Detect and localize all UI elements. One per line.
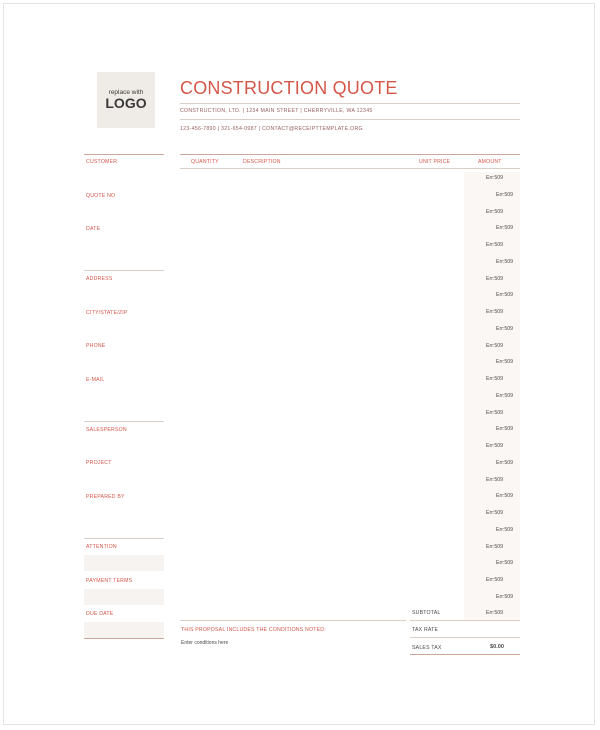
table-top-divider	[180, 154, 520, 155]
proposal-conditions-heading: THIS PROPOSAL INCLUDES THE CONDITIONS NOTED:	[181, 627, 326, 633]
amount-cell: Err:509	[486, 175, 504, 181]
header-divider-2	[180, 119, 520, 120]
amount-cell: Err:509	[486, 242, 504, 248]
amount-cell: Err:509	[496, 292, 514, 299]
col-amount: AMOUNT	[478, 159, 502, 165]
amount-cell: Err:509	[496, 359, 514, 366]
amount-cell: Err:509	[486, 409, 504, 416]
notes-divider	[180, 620, 406, 621]
subtotal-label: SUBTOTAL	[412, 610, 441, 616]
left-divider-top	[84, 154, 164, 155]
col-quantity: QUANTITY	[191, 159, 219, 165]
field-prepared-by: PREPARED BY	[86, 494, 125, 500]
conditions-text[interactable]: Enter conditions here	[181, 640, 229, 646]
amount-cell: Err:509	[486, 476, 504, 483]
field-payment-terms: PAYMENT TERMS	[86, 578, 133, 584]
summary-divider-1	[410, 620, 520, 621]
field-address: ADDRESS	[86, 276, 113, 282]
field-due-date: DUE DATE	[86, 611, 114, 617]
amount-cell: Err:509	[486, 309, 504, 315]
field-date: DATE	[86, 226, 101, 232]
field-customer: CUSTOMER	[86, 159, 118, 165]
amount-cell: Err:509	[486, 510, 504, 516]
sales-tax-value: $0.00	[490, 644, 504, 650]
amount-cell: Err:509	[486, 577, 504, 583]
company-address-line: CONSTRUCTION, LTD. | 1234 MAIN STREET | CHERRYVILLE, WA 12345	[180, 108, 373, 114]
amount-cell: Err:509	[496, 225, 514, 232]
field-attention: ATTENTION	[86, 544, 117, 550]
amount-cell: Err:509	[486, 275, 504, 282]
header-divider-1	[180, 103, 520, 104]
sales-tax-label: SALES TAX	[412, 645, 442, 651]
tax-rate-label: TAX RATE	[412, 627, 439, 633]
field-email: E-MAIL	[86, 377, 105, 383]
company-contact-line: 123-456-7890 | 321-654-0987 | CONTACT@RECEIPTTEMPLATE.ORG	[180, 126, 363, 132]
due-date-input-area[interactable]	[84, 622, 164, 638]
amount-cell: Err:509	[496, 325, 514, 332]
payment-terms-input-area[interactable]	[84, 589, 164, 605]
left-divider-bottom	[84, 638, 164, 639]
summary-divider-3	[410, 654, 520, 655]
document-title: CONSTRUCTION QUOTE	[180, 78, 398, 98]
logo-placeholder	[97, 72, 155, 128]
amount-cell: Err:509	[496, 459, 514, 466]
attention-input-area[interactable]	[84, 555, 164, 571]
col-description: DESCRIPTION	[243, 159, 281, 165]
amount-cell: Err:509	[486, 443, 504, 449]
left-divider-address	[84, 270, 164, 271]
subtotal-value: Err:509	[486, 610, 504, 616]
amount-cell: Err:509	[486, 208, 504, 215]
left-divider-attention	[84, 538, 164, 539]
amount-cell: Err:509	[486, 342, 504, 349]
amount-cell: Err:509	[486, 543, 504, 550]
field-project: PROJECT	[86, 460, 112, 466]
logo-big-text: LOGO	[105, 95, 147, 111]
logo-small-text: replace with	[108, 89, 144, 96]
field-city-state-zip: CITY/STATE/ZIP	[86, 310, 128, 316]
amount-cell: Err:509	[486, 376, 504, 382]
field-phone: PHONE	[86, 343, 106, 349]
amount-cell: Err:509	[496, 593, 514, 600]
table-header-divider	[180, 168, 520, 169]
amount-cell: Err:509	[496, 493, 514, 500]
amount-cell: Err:509	[496, 258, 514, 265]
summary-divider-2	[410, 637, 520, 638]
col-unit-price: UNIT PRICE	[419, 159, 451, 165]
amount-cell: Err:509	[496, 426, 514, 433]
left-divider-salesperson	[84, 421, 164, 422]
field-salesperson: SALESPERSON	[86, 427, 127, 433]
amount-cell: Err:509	[496, 560, 514, 567]
amount-cell: Err:509	[496, 526, 514, 533]
field-quote-no: QUOTE NO	[86, 193, 116, 199]
amount-cell: Err:509	[496, 191, 514, 198]
amount-cell: Err:509	[496, 392, 514, 399]
